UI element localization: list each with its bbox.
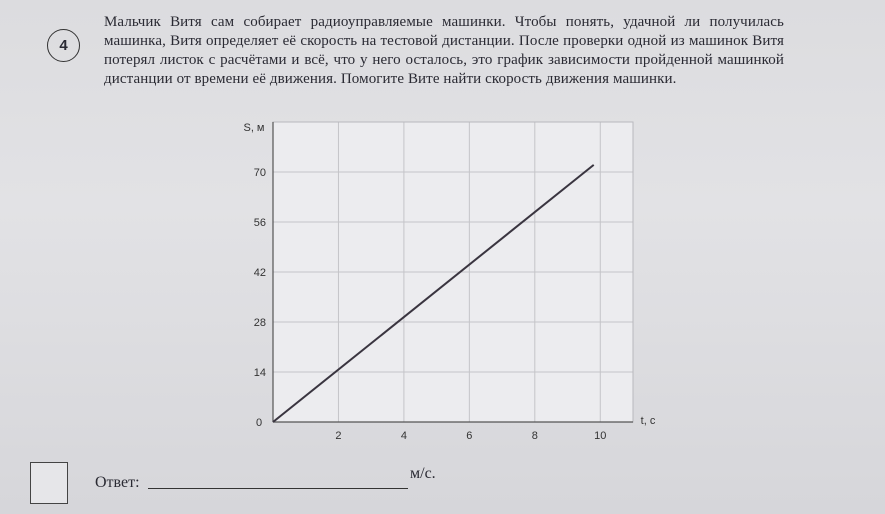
task-number-badge bbox=[47, 29, 80, 62]
x-tick-label: 6 bbox=[466, 430, 473, 442]
answer-unit: м/с. bbox=[410, 465, 436, 482]
y-tick-label: 56 bbox=[253, 217, 266, 229]
x-tick-label: 8 bbox=[531, 430, 538, 442]
origin-label: 0 bbox=[255, 417, 263, 429]
y-tick-label: 42 bbox=[253, 267, 266, 279]
x-tick-label: 10 bbox=[594, 430, 607, 442]
task-statement: Мальчик Витя сам собирает радиоуправляемые машинки. Чтобы понять, удачной ли получилась машинка, Витя определяет её скорость на тестовой дистанции. После проверки одной из машинок Витя потерял листок с расчётами и всё, что у него осталось, это график зависимости пройденной машинкой дистанции от времени её движения. Помогите Вите найти скорость движения машинки. bbox=[104, 14, 784, 87]
chart-svg bbox=[230, 115, 670, 445]
answer-checkbox[interactable] bbox=[30, 462, 68, 504]
x-tick-label: 4 bbox=[400, 430, 407, 442]
x-tick-label: 2 bbox=[335, 430, 342, 442]
answer-label: Ответ: bbox=[95, 474, 140, 491]
answer-input-line[interactable] bbox=[148, 488, 408, 489]
y-axis-label: S, м bbox=[243, 122, 265, 134]
y-tick-label: 14 bbox=[253, 367, 266, 379]
distance-time-chart bbox=[230, 115, 670, 445]
y-tick-label: 28 bbox=[253, 317, 266, 329]
x-axis-label: t, с bbox=[640, 415, 656, 427]
y-tick-label: 70 bbox=[253, 167, 266, 179]
task-number: 4 bbox=[59, 37, 68, 54]
